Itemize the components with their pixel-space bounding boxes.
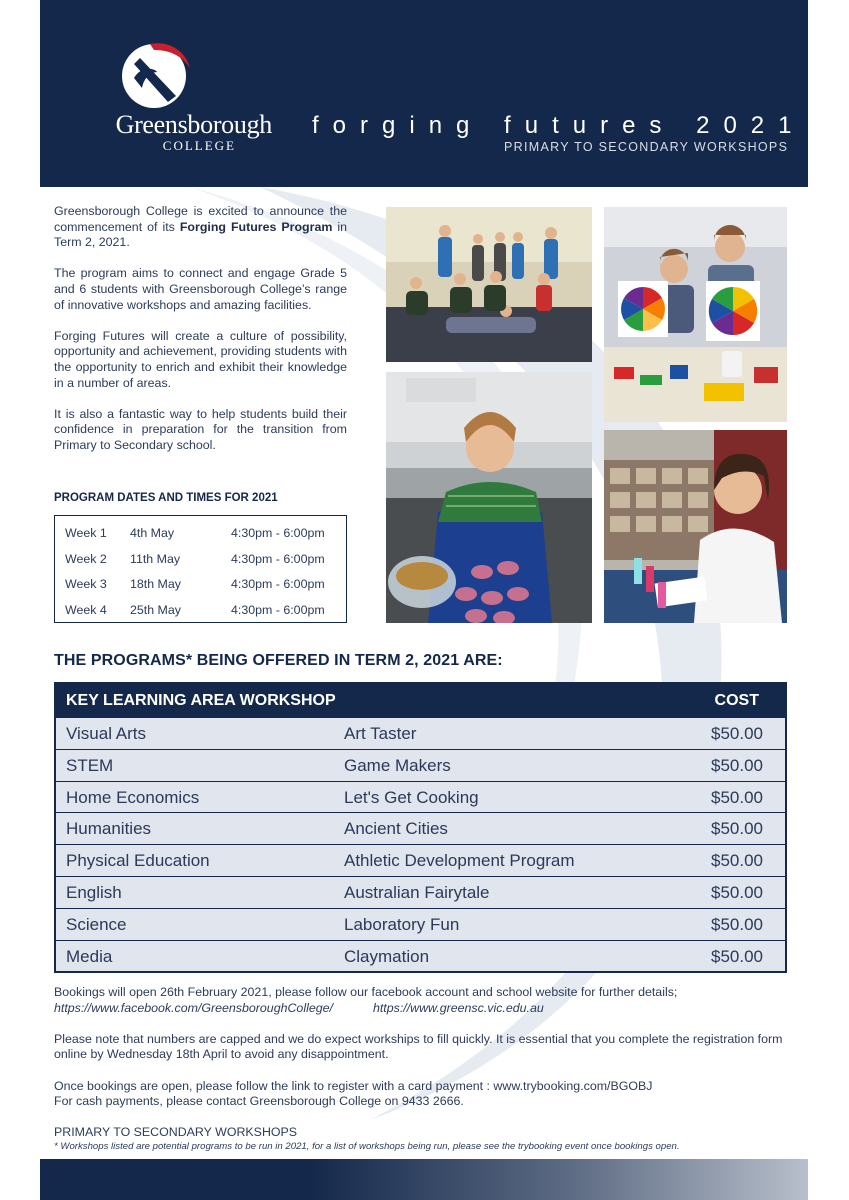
programs-table [54, 682, 787, 973]
footnote: * Workshops listed are potential programs to be run in 2021, for a list of workshops being run, please see the trybooking event once bookings open. [54, 1140, 680, 1152]
programs-heading: THE PROGRAMS* BEING OFFERED IN TERM 2, 2021 ARE: [54, 652, 503, 669]
time-value: 4:30pm - 6:00pm [231, 551, 325, 566]
photo-sports-group [386, 207, 592, 362]
date-value: 18th May [130, 577, 181, 591]
time-value: 4:30pm - 6:00pm [231, 577, 325, 591]
footer-bar [40, 1159, 808, 1200]
tagline-subtitle: PRIMARY TO SECONDARY WORKSHOPS [504, 140, 789, 154]
row-cost: $50.00 [711, 787, 763, 807]
bookings-text: Bookings will open 26th February 2021, please follow our facebook account and school website for further details; [54, 985, 678, 999]
primary-secondary-label: PRIMARY TO SECONDARY WORKSHOPS [54, 1125, 298, 1140]
week-label: Week 2 [65, 551, 107, 566]
intro-paragraph-4: It is also a fantastic way to help students build their confidence in preparation for the transition from Primary to Secondary school. [54, 406, 347, 452]
row-workshop: Ancient Cities [344, 819, 448, 839]
week-label: Week 4 [65, 602, 107, 617]
header-cost: COST [714, 692, 759, 709]
intro-p1-bold: Forging Futures Program [179, 219, 333, 234]
intro-paragraph-2: The program aims to connect and engage Grade 5 and 6 students with Greensborough College’s range of innovative workshops and amazing facilities. [54, 266, 347, 312]
row-workshop: Athletic Development Program [344, 851, 575, 871]
row-area: Science [66, 914, 127, 934]
date-row [55, 522, 346, 548]
table-row [56, 844, 785, 876]
date-value: 11th May [130, 551, 181, 566]
dates-heading: PROGRAM DATES AND TIMES FOR 2021 [54, 492, 278, 504]
table-row [56, 908, 785, 940]
row-workshop: Laboratory Fun [344, 914, 460, 934]
photo-science-lab [604, 430, 787, 623]
header-area: KEY LEARNING AREA WORKSHOP [66, 692, 336, 709]
table-row [56, 812, 785, 844]
row-cost: $50.00 [711, 914, 763, 934]
programs-table-header [56, 684, 785, 717]
row-area: Humanities [66, 819, 152, 839]
date-value: 25th May [130, 602, 181, 617]
links-line [54, 1001, 544, 1015]
week-label: Week 3 [65, 577, 107, 591]
table-row [56, 876, 785, 908]
header-banner [40, 0, 808, 187]
facebook-link[interactable]: https://www.facebook.com/GreensboroughCollege/ [54, 1000, 333, 1015]
table-row [56, 781, 785, 813]
website-link[interactable]: https://www.greensc.vic.edu.au [372, 1000, 544, 1015]
row-area: Visual Arts [66, 724, 147, 743]
date-row [55, 599, 346, 625]
school-name: Greensborough [115, 110, 272, 139]
register-paragraph [54, 1079, 794, 1110]
footer-text [54, 985, 794, 1152]
table-row [56, 749, 785, 781]
week-label: Week 1 [65, 526, 107, 540]
intro-paragraph-3: Forging Futures will create a culture of possibility, opportunity and achievement, providing students with the opportunity to enrich and exhibit their knowledge in a number of areas. [54, 328, 347, 390]
row-workshop: Let's Get Cooking [344, 787, 479, 807]
row-area: Physical Education [66, 851, 210, 871]
row-cost: $50.00 [711, 819, 763, 839]
cash-text: For cash payments, please contact Greensborough College on 9433 2666. [54, 1094, 464, 1109]
date-value: 4th May [130, 526, 175, 540]
school-subtitle: COLLEGE [162, 138, 236, 153]
row-cost: $50.00 [711, 755, 763, 775]
tagline: forging futures 2021 [312, 112, 806, 139]
date-row [55, 548, 346, 574]
time-value: 4:30pm - 6:00pm [231, 526, 325, 540]
row-workshop: Australian Fairytale [344, 882, 490, 902]
row-cost: $50.00 [711, 724, 763, 743]
row-cost: $50.00 [711, 851, 763, 871]
row-area: Home Economics [66, 787, 200, 807]
row-cost: $50.00 [711, 946, 763, 966]
intro-paragraph-1 [54, 204, 347, 251]
dates-table [54, 515, 347, 623]
row-area: Media [66, 946, 113, 966]
date-row [55, 573, 346, 599]
college-logo [120, 38, 192, 110]
table-row [56, 940, 785, 972]
row-area: English [66, 882, 122, 902]
row-area: STEM [66, 755, 114, 775]
photo-colour-wheel [604, 207, 787, 422]
intro-p1-post: in Term 2, 2021. [54, 219, 347, 250]
table-row [56, 717, 785, 749]
register-text: Once bookings are open, please follow the link to register with a card payment : www.trybooking.com/BGOBJ [54, 1078, 653, 1093]
intro-text [54, 204, 347, 469]
capped-paragraph: Please note that numbers are capped and we do expect workships to fill quickly. It is essential that you complete the registration form online by Wednesday 18th April to avoid any disappointment. [54, 1031, 783, 1062]
time-value: 4:30pm - 6:00pm [231, 602, 325, 617]
row-workshop: Game Makers [344, 755, 451, 775]
photo-cooking [386, 372, 592, 623]
row-workshop: Art Taster [344, 724, 417, 743]
intro-p1-pre: Greensborough College is excited to announce the commencement of its [54, 204, 347, 234]
row-workshop: Claymation [344, 946, 430, 966]
bookings-paragraph [54, 985, 794, 1016]
row-cost: $50.00 [711, 882, 763, 902]
